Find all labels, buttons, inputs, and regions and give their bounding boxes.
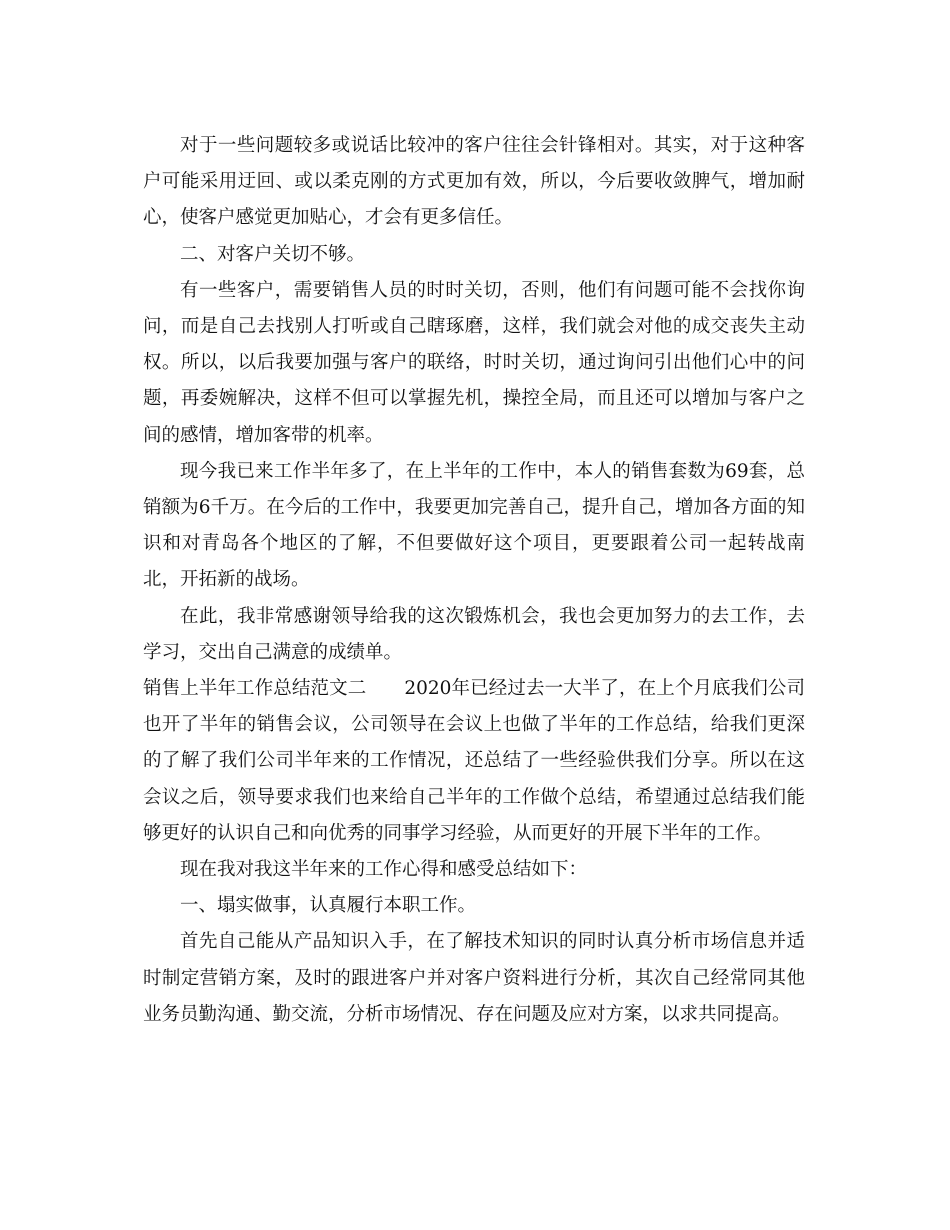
subheading-customer-care: 二、对客户关切不够。: [180, 243, 366, 265]
paragraph-sales-results: 现今我已来工作半年多了，在上半年的工作中，本人的销售套数为69套，总销额为6千万。在今后的工作中，我要更加完善自己，提升自己，增加各方面的知识和对青岛各个地区的了解，不但要做好这个项目，更要跟着公司一起转战南北，开拓新的战场。: [143, 460, 805, 591]
subheading-diligent-work: 一、塌实做事，认真履行本职工作。: [180, 895, 477, 917]
document-body: [143, 128, 805, 1033]
paragraph-product-knowledge: 首先自己能从产品知识入手，在了解技术知识的同时认真分析市场信息并适时制定营销方案，及时的跟进客户并对客户资料进行分析，其次自己经常同其他业务员勤沟通、勤交流，分析市场情况、存在问题及应对方案，以求共同提高。: [143, 931, 805, 1025]
paragraph-thanks: 在此，我非常感谢领导给我的这次锻炼机会，我也会更加努力的去工作，去学习，交出自己满意的成绩单。: [143, 605, 805, 663]
section-title: 销售上半年工作总结范文二: [143, 678, 367, 700]
paragraph-customer-attitude: 对于一些问题较多或说话比较冲的客户往往会针锋相对。其实，对于这种客户可能采用迂回、或以柔克刚的方式更加有效，所以，今后要收敛脾气，增加耐心，使客户感觉更加贴心，才会有更多信任。: [143, 135, 805, 229]
paragraph-summary-intro: 现在我对我这半年来的工作心得和感受总结如下：: [180, 859, 588, 881]
section-intro-paragraph: 2020年已经过去一大半了，在上个月底我们公司也开了半年的销售会议，公司领导在会议上也做了半年的工作总结，给我们更深的了解了我们公司半年来的工作情况，还总结了一些经验供我们分享。所以在这会议之后，领导要求我们也来给自己半年的工作做个总结，希望通过总结我们能够更好的认识自己和向优秀的同事学习经验，从而更好的开展下半年的工作。: [143, 678, 805, 844]
paragraph-customer-care: 有一些客户，需要销售人员的时时关切，否则，他们有问题可能不会找你询问，而是自己去找别人打听或自己瞎琢磨，这样，我们就会对他的成交丧失主动权。所以，以后我要加强与客户的联络，时时关切，通过询问引出他们心中的问题，再委婉解决，这样不但可以掌握先机，操控全局，而且还可以增加与客户之间的感情，增加客带的机率。: [143, 279, 805, 446]
section-two-block: [143, 671, 805, 852]
